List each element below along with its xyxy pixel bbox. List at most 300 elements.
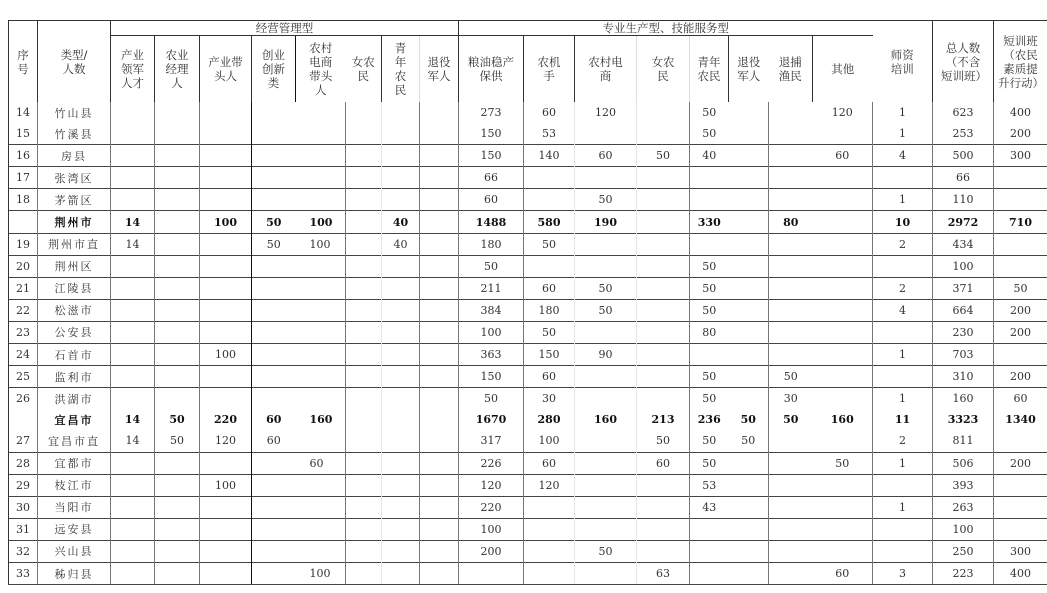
row-value: 2 xyxy=(873,233,933,255)
row-value xyxy=(637,255,690,277)
table-row xyxy=(9,233,1047,255)
row-value xyxy=(382,366,420,388)
row-value xyxy=(252,366,296,388)
row-value xyxy=(729,540,769,562)
row-value: 50 xyxy=(740,413,756,427)
row-value: 434 xyxy=(933,233,994,255)
row-value xyxy=(252,123,296,145)
row-value xyxy=(769,233,813,255)
row-value: 14 xyxy=(111,211,155,233)
row-value: 623 xyxy=(933,102,994,123)
row-region-name: 公安县 xyxy=(38,321,111,343)
row-value: 50 xyxy=(575,299,637,321)
row-value xyxy=(524,167,575,189)
row-value: 2 xyxy=(873,277,933,299)
row-value xyxy=(252,518,296,540)
row-value xyxy=(111,277,155,299)
row-value: 40 xyxy=(382,211,420,233)
row-value xyxy=(813,321,873,343)
row-value xyxy=(690,233,729,255)
row-value xyxy=(252,344,296,366)
row-value: 150 xyxy=(459,145,524,167)
row-value: 371 xyxy=(933,277,994,299)
row-value xyxy=(111,562,155,584)
row-value: 50 xyxy=(575,277,637,299)
header-young-farmers-m: 青年农民 xyxy=(382,36,420,103)
row-value: 310 xyxy=(933,366,994,388)
table-row xyxy=(9,409,1047,430)
row-value xyxy=(813,123,873,145)
row-value xyxy=(769,496,813,518)
row-value: 50 xyxy=(252,211,296,233)
row-value: 14 xyxy=(111,430,155,452)
row-value xyxy=(200,123,252,145)
header-veterans-m: 退役军人 xyxy=(420,36,459,103)
row-value: 1 xyxy=(873,452,933,474)
row-value xyxy=(813,366,873,388)
row-value xyxy=(155,233,200,255)
row-value xyxy=(252,189,296,211)
row-value xyxy=(296,518,346,540)
row-value xyxy=(575,167,637,189)
row-value: 180 xyxy=(524,299,575,321)
row-value: 80 xyxy=(769,211,813,233)
row-value xyxy=(382,145,420,167)
row-value xyxy=(873,366,933,388)
row-value xyxy=(200,233,252,255)
row-value: 120 xyxy=(575,102,637,123)
row-value xyxy=(155,562,200,584)
row-value xyxy=(637,102,690,123)
row-value: 213 xyxy=(637,409,690,430)
row-value xyxy=(813,518,873,540)
table-row xyxy=(9,388,1047,410)
training-allocation-table xyxy=(8,20,1047,585)
row-value: 100 xyxy=(933,255,994,277)
row-value xyxy=(346,518,382,540)
row-value: 506 xyxy=(933,452,994,474)
row-value xyxy=(296,167,346,189)
row-value xyxy=(813,344,873,366)
row-value xyxy=(346,344,382,366)
row-value xyxy=(296,255,346,277)
row-value xyxy=(382,562,420,584)
row-value: 14 xyxy=(111,233,155,255)
row-value xyxy=(729,123,769,145)
row-value xyxy=(690,344,729,366)
row-value xyxy=(252,474,296,496)
row-value: 50 xyxy=(690,452,729,474)
header-short-course: 短训班（农民素质提升行动） xyxy=(994,21,1047,103)
row-value xyxy=(420,562,459,584)
row-value xyxy=(382,540,420,562)
row-value xyxy=(994,430,1047,452)
row-value: 50 xyxy=(690,299,729,321)
row-value xyxy=(155,321,200,343)
table-row xyxy=(9,277,1047,299)
row-value xyxy=(575,123,637,145)
row-value xyxy=(155,388,200,410)
row-value: 150 xyxy=(524,344,575,366)
row-value xyxy=(813,430,873,452)
row-seq: 33 xyxy=(9,562,38,584)
row-value xyxy=(637,474,690,496)
row-seq: 20 xyxy=(9,255,38,277)
row-seq: 29 xyxy=(9,474,38,496)
row-value xyxy=(420,277,459,299)
row-value xyxy=(296,430,346,452)
row-value: 14 xyxy=(111,409,155,430)
row-value xyxy=(729,562,769,584)
row-value: 200 xyxy=(994,321,1047,343)
row-value: 50 xyxy=(155,430,200,452)
row-value xyxy=(994,255,1047,277)
row-value xyxy=(252,496,296,518)
row-value xyxy=(813,189,873,211)
row-value xyxy=(155,474,200,496)
row-value xyxy=(382,189,420,211)
row-value: 263 xyxy=(933,496,994,518)
row-value: 43 xyxy=(690,496,729,518)
header-teacher: 师资培训 xyxy=(873,21,933,103)
row-value xyxy=(346,409,382,430)
row-value: 100 xyxy=(200,474,252,496)
row-region-name: 江陵县 xyxy=(38,277,111,299)
row-value xyxy=(346,277,382,299)
row-value: 1 xyxy=(873,189,933,211)
row-seq: 22 xyxy=(9,299,38,321)
row-seq: 14 xyxy=(9,102,38,123)
row-value xyxy=(637,540,690,562)
row-value xyxy=(382,321,420,343)
row-seq: 27 xyxy=(9,430,38,452)
row-seq xyxy=(9,409,38,430)
header-rural-ecommerce: 农村电商 xyxy=(575,36,637,103)
row-value xyxy=(111,102,155,123)
row-value: 50 xyxy=(741,434,756,448)
row-value xyxy=(420,518,459,540)
row-value xyxy=(729,233,769,255)
row-value xyxy=(155,145,200,167)
row-seq: 31 xyxy=(9,518,38,540)
row-value: 1670 xyxy=(459,409,524,430)
row-value xyxy=(813,388,873,410)
header-seq: 序号 xyxy=(9,21,38,103)
row-value: 230 xyxy=(933,321,994,343)
row-value xyxy=(252,388,296,410)
row-value xyxy=(296,474,346,496)
row-value xyxy=(420,366,459,388)
header-ecommerce-leader: 农村电商带头人 xyxy=(296,36,346,103)
table-row xyxy=(9,518,1047,540)
row-value: 236 xyxy=(690,409,729,430)
row-value xyxy=(346,255,382,277)
row-value: 273 xyxy=(459,102,524,123)
row-value xyxy=(111,299,155,321)
row-value xyxy=(813,540,873,562)
row-value: 60 xyxy=(813,562,873,584)
row-region-name: 秭归县 xyxy=(38,562,111,584)
row-value xyxy=(155,518,200,540)
header-agri-manager: 农业经理人 xyxy=(155,36,200,103)
row-value xyxy=(111,189,155,211)
row-value: 1 xyxy=(873,388,933,410)
row-value xyxy=(420,409,459,430)
row-value: 50 xyxy=(524,233,575,255)
row-value xyxy=(769,102,813,123)
table-row xyxy=(9,145,1047,167)
row-value xyxy=(769,474,813,496)
table-row xyxy=(9,366,1047,388)
table-row xyxy=(9,102,1047,123)
row-value xyxy=(729,366,769,388)
row-value: 60 xyxy=(296,452,346,474)
table-row xyxy=(9,496,1047,518)
row-value xyxy=(155,102,200,123)
row-value xyxy=(296,277,346,299)
row-value xyxy=(769,123,813,145)
row-value xyxy=(346,366,382,388)
row-region-name: 茅箭区 xyxy=(38,189,111,211)
row-value: 10 xyxy=(873,211,933,233)
row-seq: 19 xyxy=(9,233,38,255)
header-group-management: 经营管理型 xyxy=(111,21,459,36)
row-value xyxy=(769,321,813,343)
row-value: 60 xyxy=(252,430,296,452)
row-value: 100 xyxy=(200,211,252,233)
row-value xyxy=(637,233,690,255)
row-value: 200 xyxy=(994,366,1047,388)
row-value xyxy=(252,145,296,167)
row-value: 100 xyxy=(524,430,575,452)
row-value xyxy=(575,233,637,255)
header-innovation: 创业创新类 xyxy=(252,36,296,103)
row-value xyxy=(729,496,769,518)
row-value xyxy=(420,540,459,562)
row-value xyxy=(690,518,729,540)
table-row xyxy=(9,344,1047,366)
row-value xyxy=(637,167,690,189)
row-value xyxy=(729,388,769,410)
row-value xyxy=(296,321,346,343)
row-value xyxy=(769,452,813,474)
row-value: 710 xyxy=(994,211,1047,233)
row-value xyxy=(524,518,575,540)
row-value xyxy=(346,388,382,410)
row-value: 1340 xyxy=(994,409,1047,430)
row-value xyxy=(524,496,575,518)
row-value: 1 xyxy=(873,496,933,518)
row-value: 50 xyxy=(459,255,524,277)
row-value: 120 xyxy=(459,474,524,496)
row-value: 1 xyxy=(873,102,933,123)
row-value xyxy=(346,321,382,343)
row-value xyxy=(729,321,769,343)
row-value xyxy=(420,233,459,255)
row-value xyxy=(524,540,575,562)
row-region-name: 宜都市 xyxy=(38,452,111,474)
row-value xyxy=(296,299,346,321)
header-women-farmers-p: 女农民 xyxy=(637,36,690,103)
row-value xyxy=(575,496,637,518)
row-region-name: 宜昌市 xyxy=(38,409,111,430)
row-value: 60 xyxy=(524,277,575,299)
row-value xyxy=(994,233,1047,255)
row-region-name: 荆州区 xyxy=(38,255,111,277)
row-value xyxy=(252,167,296,189)
header-machinery: 农机手 xyxy=(524,36,575,103)
row-region-name: 当阳市 xyxy=(38,496,111,518)
row-value xyxy=(346,430,382,452)
row-value xyxy=(524,562,575,584)
row-value xyxy=(575,518,637,540)
row-value: 63 xyxy=(637,562,690,584)
row-value: 253 xyxy=(933,123,994,145)
row-value xyxy=(111,452,155,474)
row-value: 66 xyxy=(459,167,524,189)
row-value: 100 xyxy=(296,562,346,584)
row-value xyxy=(111,518,155,540)
row-value xyxy=(873,474,933,496)
row-value xyxy=(382,167,420,189)
row-value: 50 xyxy=(690,430,729,452)
row-value xyxy=(252,452,296,474)
row-seq: 24 xyxy=(9,344,38,366)
row-region-name: 监利市 xyxy=(38,366,111,388)
row-value xyxy=(729,145,769,167)
row-value xyxy=(382,277,420,299)
row-value xyxy=(296,366,346,388)
row-value: 50 xyxy=(575,540,637,562)
row-value xyxy=(637,189,690,211)
row-region-name: 兴山县 xyxy=(38,540,111,562)
table-row xyxy=(9,452,1047,474)
row-value xyxy=(813,167,873,189)
row-value: 100 xyxy=(296,233,346,255)
row-value xyxy=(252,277,296,299)
row-value xyxy=(637,496,690,518)
row-value xyxy=(200,388,252,410)
header-young-farmers-p: 青年农民 xyxy=(690,36,729,103)
row-value xyxy=(729,102,769,123)
row-value xyxy=(575,388,637,410)
row-value: 30 xyxy=(524,388,575,410)
row-value xyxy=(382,388,420,410)
row-value: 300 xyxy=(994,540,1047,562)
row-value xyxy=(769,299,813,321)
row-value xyxy=(200,366,252,388)
row-value xyxy=(769,167,813,189)
row-value xyxy=(729,277,769,299)
row-value xyxy=(346,102,382,123)
row-value xyxy=(296,496,346,518)
row-value xyxy=(813,277,873,299)
table-row xyxy=(9,211,1047,233)
row-value xyxy=(873,321,933,343)
row-value: 211 xyxy=(459,277,524,299)
row-value xyxy=(252,255,296,277)
row-value xyxy=(813,233,873,255)
row-seq: 32 xyxy=(9,540,38,562)
row-region-name: 荆州市 xyxy=(38,211,111,233)
row-seq: 26 xyxy=(9,388,38,410)
row-value xyxy=(155,299,200,321)
header-women-farmers-m: 女农民 xyxy=(351,55,375,83)
row-value xyxy=(524,255,575,277)
row-value xyxy=(111,167,155,189)
row-value: 317 xyxy=(459,430,524,452)
row-value xyxy=(637,321,690,343)
row-region-name: 荆州市直 xyxy=(38,233,111,255)
row-value xyxy=(382,255,420,277)
row-value: 703 xyxy=(933,344,994,366)
row-value xyxy=(769,145,813,167)
row-value: 3323 xyxy=(933,409,994,430)
row-value: 50 xyxy=(155,409,200,430)
row-value xyxy=(155,344,200,366)
row-value xyxy=(420,344,459,366)
header-group-production: 专业生产型、技能服务型 xyxy=(459,21,873,36)
row-value: 160 xyxy=(309,413,333,427)
row-value xyxy=(346,452,382,474)
row-value xyxy=(637,518,690,540)
row-value xyxy=(111,540,155,562)
row-value: 120 xyxy=(200,430,252,452)
row-value xyxy=(155,496,200,518)
row-value: 200 xyxy=(994,452,1047,474)
row-value: 11 xyxy=(873,409,933,430)
row-value xyxy=(155,167,200,189)
row-value xyxy=(111,474,155,496)
row-value: 4 xyxy=(873,145,933,167)
row-value: 150 xyxy=(459,123,524,145)
row-value xyxy=(252,562,296,584)
row-value: 220 xyxy=(459,496,524,518)
row-value xyxy=(813,299,873,321)
row-value: 50 xyxy=(690,366,729,388)
row-value xyxy=(729,344,769,366)
row-value xyxy=(420,430,459,452)
table-row xyxy=(9,123,1047,145)
row-value xyxy=(690,562,729,584)
row-value xyxy=(155,540,200,562)
row-value xyxy=(420,145,459,167)
row-value xyxy=(155,452,200,474)
row-value xyxy=(637,366,690,388)
row-value xyxy=(690,189,729,211)
row-value xyxy=(155,189,200,211)
row-value xyxy=(200,562,252,584)
row-value: 90 xyxy=(575,344,637,366)
row-value xyxy=(252,102,296,123)
row-value: 100 xyxy=(459,518,524,540)
row-value xyxy=(769,518,813,540)
row-value xyxy=(729,299,769,321)
row-value xyxy=(200,299,252,321)
row-value xyxy=(575,474,637,496)
row-value xyxy=(382,452,420,474)
row-value xyxy=(200,321,252,343)
row-value xyxy=(296,344,346,366)
row-value: 500 xyxy=(933,145,994,167)
table-row xyxy=(9,189,1047,211)
row-value xyxy=(200,518,252,540)
row-value xyxy=(420,388,459,410)
row-value xyxy=(420,255,459,277)
row-value: 60 xyxy=(459,189,524,211)
row-seq: 28 xyxy=(9,452,38,474)
row-region-name: 枝江市 xyxy=(38,474,111,496)
